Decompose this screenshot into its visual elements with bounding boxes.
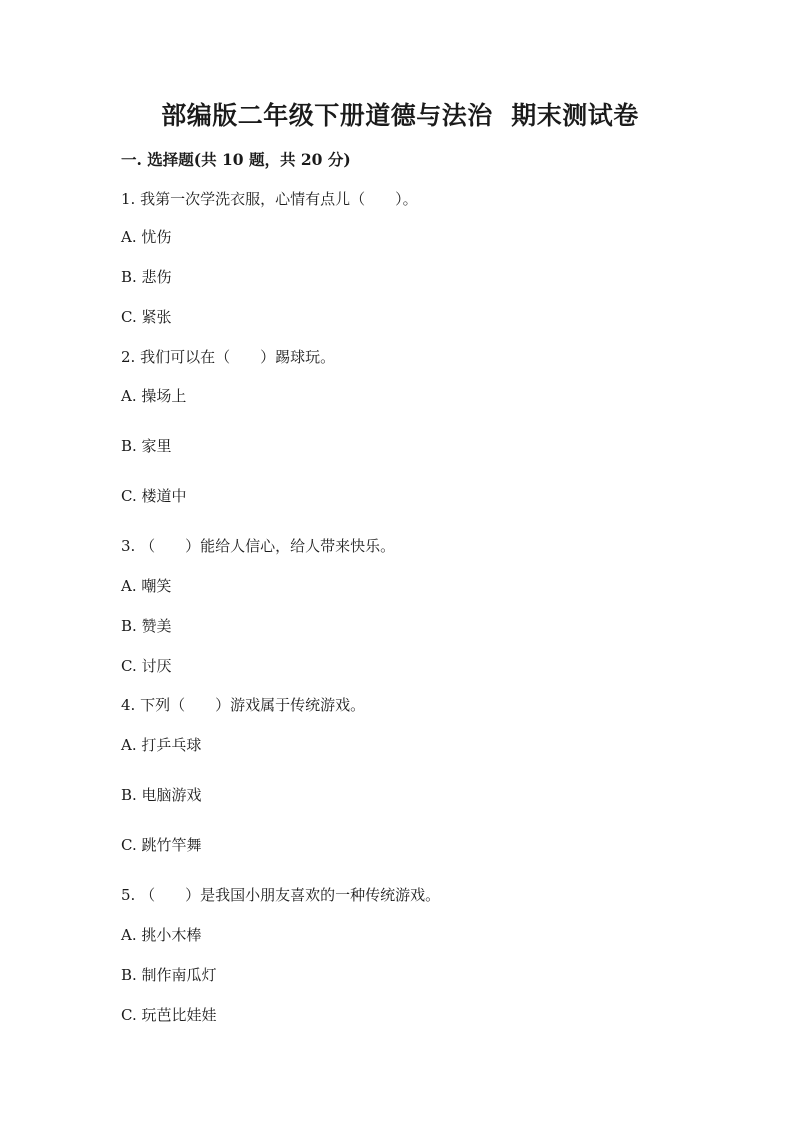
answer-option: C. 讨厌 xyxy=(121,657,172,675)
page-title: 部编版二年级下册道德与法治 期末测试卷 xyxy=(161,101,639,130)
answer-option: B. 制作南瓜灯 xyxy=(121,966,217,984)
question-stem: 4. 下列（ ）游戏属于传统游戏。 xyxy=(121,696,366,714)
question-stem: 2. 我们可以在（ ）踢球玩。 xyxy=(121,348,336,366)
answer-option: A. 挑小木棒 xyxy=(121,926,202,944)
answer-option: B. 赞美 xyxy=(121,617,172,635)
question-stem: 3. （ ）能给人信心，给人带来快乐。 xyxy=(121,537,396,555)
answer-option: A. 忧伤 xyxy=(121,228,172,246)
section-heading: 一. 选择题(共 10 题，共 20 分) xyxy=(121,150,351,169)
answer-option: B. 悲伤 xyxy=(121,268,172,286)
answer-option: C. 紧张 xyxy=(121,308,172,326)
question-stem: 5. （ ）是我国小朋友喜欢的一种传统游戏。 xyxy=(121,886,441,904)
answer-option: B. 家里 xyxy=(121,437,172,455)
answer-option: A. 打乒乓球 xyxy=(121,736,202,754)
answer-option: C. 跳竹竿舞 xyxy=(121,836,202,854)
question-stem: 1. 我第一次学洗衣服，心情有点儿（ ）。 xyxy=(121,190,418,208)
answer-option: C. 楼道中 xyxy=(121,487,187,505)
answer-option: A. 操场上 xyxy=(121,387,187,405)
answer-option: C. 玩芭比娃娃 xyxy=(121,1006,217,1024)
answer-option: B. 电脑游戏 xyxy=(121,786,202,804)
answer-option: A. 嘲笑 xyxy=(121,577,172,595)
